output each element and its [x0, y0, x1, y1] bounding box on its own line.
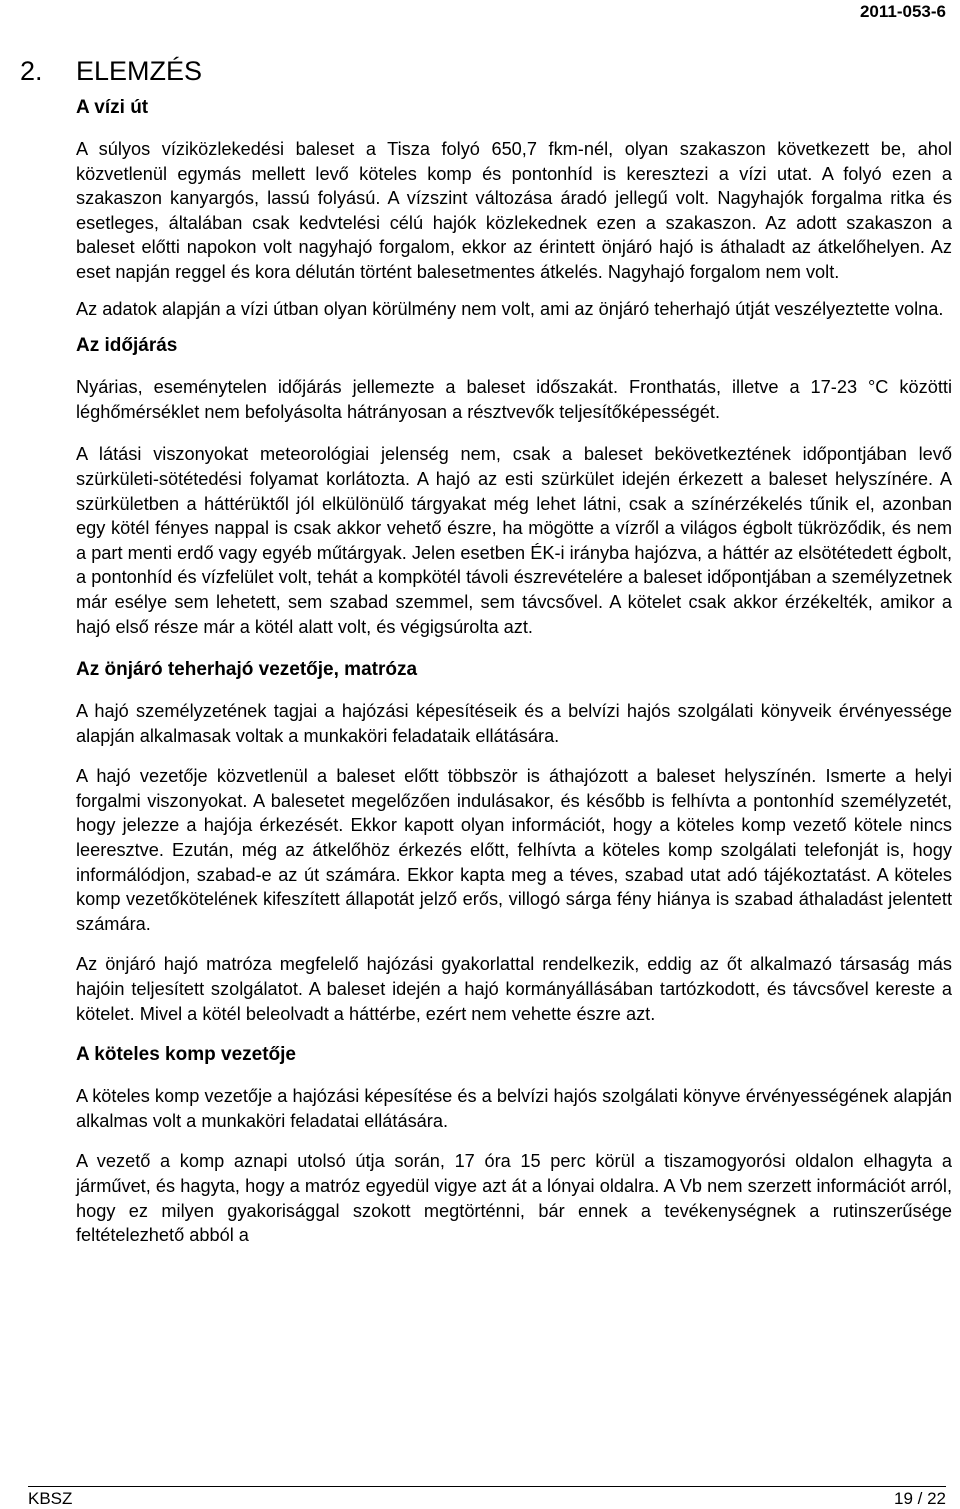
page-footer: [28, 1486, 946, 1509]
section-waterway: [76, 97, 952, 321]
section-heading: A vízi út: [76, 97, 149, 118]
section-heading: Az önjáró teherhajó vezetője, matróza: [76, 659, 418, 681]
chapter-number: 2.: [20, 56, 43, 86]
paragraph: A köteles komp vezetője a hajózási képesítése és a belvízi hajós szolgálati könyve érvényességének alapján alkalmas volt a munkaköri feladatai ellátására.: [76, 1086, 952, 1131]
page-number: 19 / 22: [894, 1489, 946, 1508]
section-heading: Az időjárás: [76, 335, 178, 357]
paragraph: A súlyos víziközlekedési baleset a Tisza folyó 650,7 fkm-nél, olyan szakaszon következett be, ahol közvetlenül egymás mellett levő köteles komp és pontonhíd is keresztezi a vízi utat. A folyó ezen a szakaszon kanyargós, lassú folyású. A vízszint változása áradó jellegű volt. Nagyhajók forgalma ritka és esetleges, általában csak kedvtelési célú hajók közlekednek ezen a szakaszon. Az adott szakaszon a baleset előtti napokon volt nagyhajó forgalom, ekkor az érintett önjáró hajó is áthaladt az átkelőhelyen. Az eset napján reggel és kora délután történt balesetmentes átkelés. Nagyhajó forgalom nem volt.: [76, 139, 952, 282]
document-id: 2011-053-6: [859, 2, 946, 21]
chapter-title: ELEMZÉS: [76, 56, 203, 86]
section-heading: A köteles komp vezetője: [76, 1044, 296, 1066]
paragraph: A vezető a komp aznapi utolsó útja során, 17 óra 15 perc körül a tiszamogyorósi oldalon elhagyta a járművet, és hagyta, hogy a matróz egyedül vigye azt át a lónyai oldalra. A Vb nem szerzett információt arról, hogy ez milyen gyakorisággal szokott megtörténni, bár ennek a tevékenységnek a rutinszerűsége feltételezhető abból a: [76, 1151, 952, 1246]
paragraph: A látási viszonyokat meteorológiai jelenség nem, csak a baleset bekövetkeztének időpontjában levő szürkületi-sötétedési folyamat korlátozta. A hajó az esti szürkület idején érkezett a baleset helyszínére. A szürkületben a háttérüktől jól elkülönülő tárgyakat még lehet látni, csak a színérzékelés tűnik el, azonban egy kötél fényes nappal is csak akkor vehető észre, ha mögötte a vízről a világos égbolt tükröződik, és nem a part menti erdő vagy egyéb műtárgyak. Jelen esetben ÉK-i irányba hajózva, a háttér az elsötétedett égbolt, a pontonhíd és vízfelület volt, tehát a kompkötél távoli észrevételére a baleset időpontjában a személyzetnek már esélye sem lehetett, sem szabad szemmel, sem távcsővel. A kötelet csak akkor érzékelték, amikor a hajó első része már a kötél alatt volt, és végigsúrolta azt.: [76, 444, 952, 637]
section-ferry-operator: [76, 1044, 952, 1248]
paragraph: Nyárias, eseménytelen időjárás jellemezte a baleset időszakát. Fronthatás, illetve a 17-23 °C közötti léghőmérséklet nem befolyásolta hátrányosan a résztvevők teljesítőképességét.: [76, 377, 952, 422]
page-content: [20, 56, 952, 1260]
footer-org: KBSZ: [28, 1489, 73, 1508]
paragraph: A hajó személyzetének tagjai a hajózási képesítéseik és a belvízi hajós szolgálati könyveik érvényessége alapján alkalmasak voltak a munkaköri feladataik ellátására.: [76, 701, 952, 746]
section-cargo-ship-crew: [76, 659, 952, 1026]
paragraph: Az adatok alapján a vízi útban olyan körülmény nem volt, ami az önjáró teherhajó útját veszélyeztette volna.: [76, 298, 944, 319]
section-weather: [76, 335, 952, 639]
chapter-heading: [20, 56, 952, 87]
paragraph: A hajó vezetője közvetlenül a baleset előtt többször is áthajózott a baleset helyszínén. Ismerte a helyi forgalmi viszonyokat. A balesetet megelőzően indulásakor, és később is felhívta a pontonhíd személyzetét, hogy jelezze a hajója érkezését. Ekkor kapott olyan információt, hogy a köteles komp vezető kötele nincs leeresztve. Ezután, még az átkelőhöz érkezés előtt, felhívta a köteles komp szolgálati telefonját is, hogy informálódjon, szabad-e az út számára. Ekkor kapta meg a téves, szabad utat adó tájékoztatást. A köteles komp vezetőkötelének kifeszített állapotát jelző erős, villogó sárga fény hiánya is szabad áthaladást jelentett számára.: [76, 766, 952, 934]
paragraph: Az önjáró hajó matróza megfelelő hajózási gyakorlattal rendelkezik, eddig az őt alkalmazó társaság más hajóin teljesített szolgálatot. A baleset idején a hajó kormányállásában tartózkodott, és távcsővel kereste a kötelet. Mivel a kötél beleolvadt a háttérbe, ezért nem vehette észre azt.: [76, 954, 952, 1024]
